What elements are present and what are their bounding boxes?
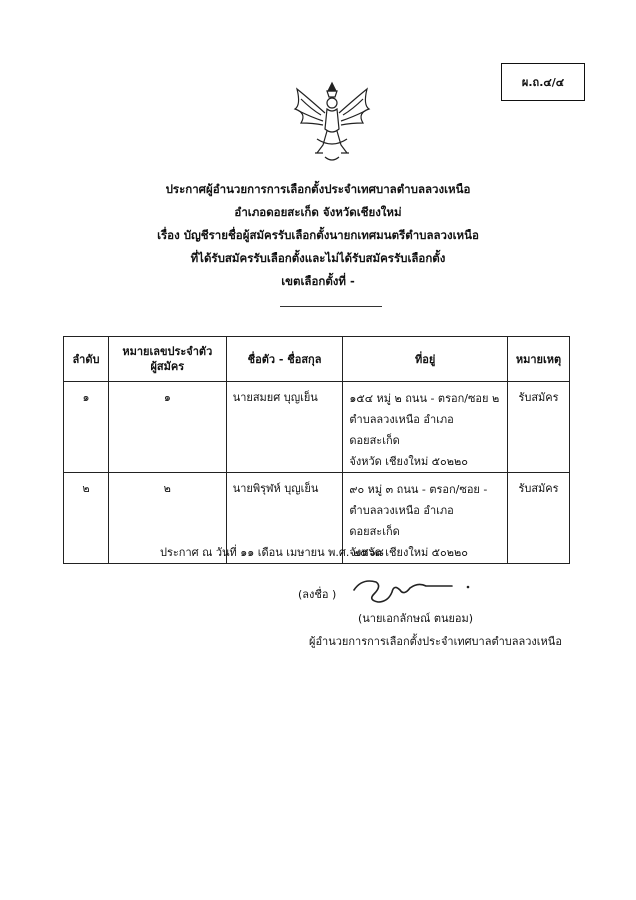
address-line: ตำบลลวงเหนือ อำเภอดอยสะเก็ด — [349, 413, 454, 447]
address-line: จังหวัด เชียงใหม่ ๕๐๒๒๐ — [349, 546, 468, 559]
col-header-name: ชื่อตัว - ชื่อสกุล — [226, 337, 343, 382]
cell-remark: รับสมัคร — [508, 382, 570, 473]
col-header-no: ลำดับ — [64, 337, 109, 382]
heading-location: อำเภอดอยสะเก็ด จังหวัดเชียงใหม่ — [234, 205, 402, 219]
heading-authority: ประกาศผู้อำนวยการการเลือกตั้งประจำเทศบาลตำบลลวงเหนือ — [165, 182, 471, 196]
table-header-row — [64, 337, 570, 382]
candidate-table — [63, 336, 570, 564]
cell-number: ๒ — [108, 473, 226, 564]
form-code-box: ผ.ถ.๔/๔ — [501, 63, 585, 101]
col-header-number — [108, 337, 226, 382]
handwritten-signature — [348, 568, 478, 608]
heading-subject: เรื่อง บัญชีรายชื่อผู้สมัครรับเลือกตั้งนายกเทศมนตรีตำบลลวงเหนือ — [157, 228, 479, 242]
address-line: ๙๐ หมู่ ๓ ถนน - ตรอก/ซอย - — [349, 483, 488, 496]
col-header-number-line1: หมายเลขประจำตัว — [122, 345, 213, 358]
heading-subject-cont: ที่ได้รับสมัครรับเลือกตั้งและไม่ได้รับสมัครรับเลือกตั้ง — [190, 251, 446, 265]
cell-name: นายสมยศ บุญเย็น — [226, 382, 343, 473]
col-header-number-line2: ผู้สมัคร — [150, 360, 185, 373]
cell-remark: รับสมัคร — [508, 473, 570, 564]
table-row — [64, 382, 570, 473]
signer-name: (นายเอกลักษณ์ ตนยอม) — [358, 612, 474, 625]
heading-district: เขตเลือกตั้งที่ - — [281, 274, 355, 288]
cell-address — [343, 382, 508, 473]
garuda-emblem-icon — [287, 79, 377, 169]
cell-number: ๑ — [108, 382, 226, 473]
cell-no: ๑ — [64, 382, 109, 473]
cell-name: นายพิรุฬห์ บุญเย็น — [226, 473, 343, 564]
announcement-date: ประกาศ ณ วันที่ ๑๑ เดือน เมษายน พ.ศ. ๒๕๖๘ — [160, 546, 384, 559]
address-line: ๑๕๔ หมู่ ๒ ถนน - ตรอก/ซอย ๒ — [349, 392, 500, 405]
col-header-address: ที่อยู่ — [343, 337, 508, 382]
address-line: ตำบลลวงเหนือ อำเภอดอยสะเก็ด — [349, 504, 454, 538]
col-header-remark: หมายเหตุ — [508, 337, 570, 382]
cell-no: ๒ — [64, 473, 109, 564]
heading-divider — [280, 306, 382, 307]
address-line: จังหวัด เชียงใหม่ ๕๐๒๒๐ — [349, 455, 468, 468]
signer-title: ผู้อำนวยการการเลือกตั้งประจำเทศบาลตำบลลวงเหนือ — [309, 635, 562, 648]
signature-label: (ลงชื่อ ) — [298, 588, 337, 601]
